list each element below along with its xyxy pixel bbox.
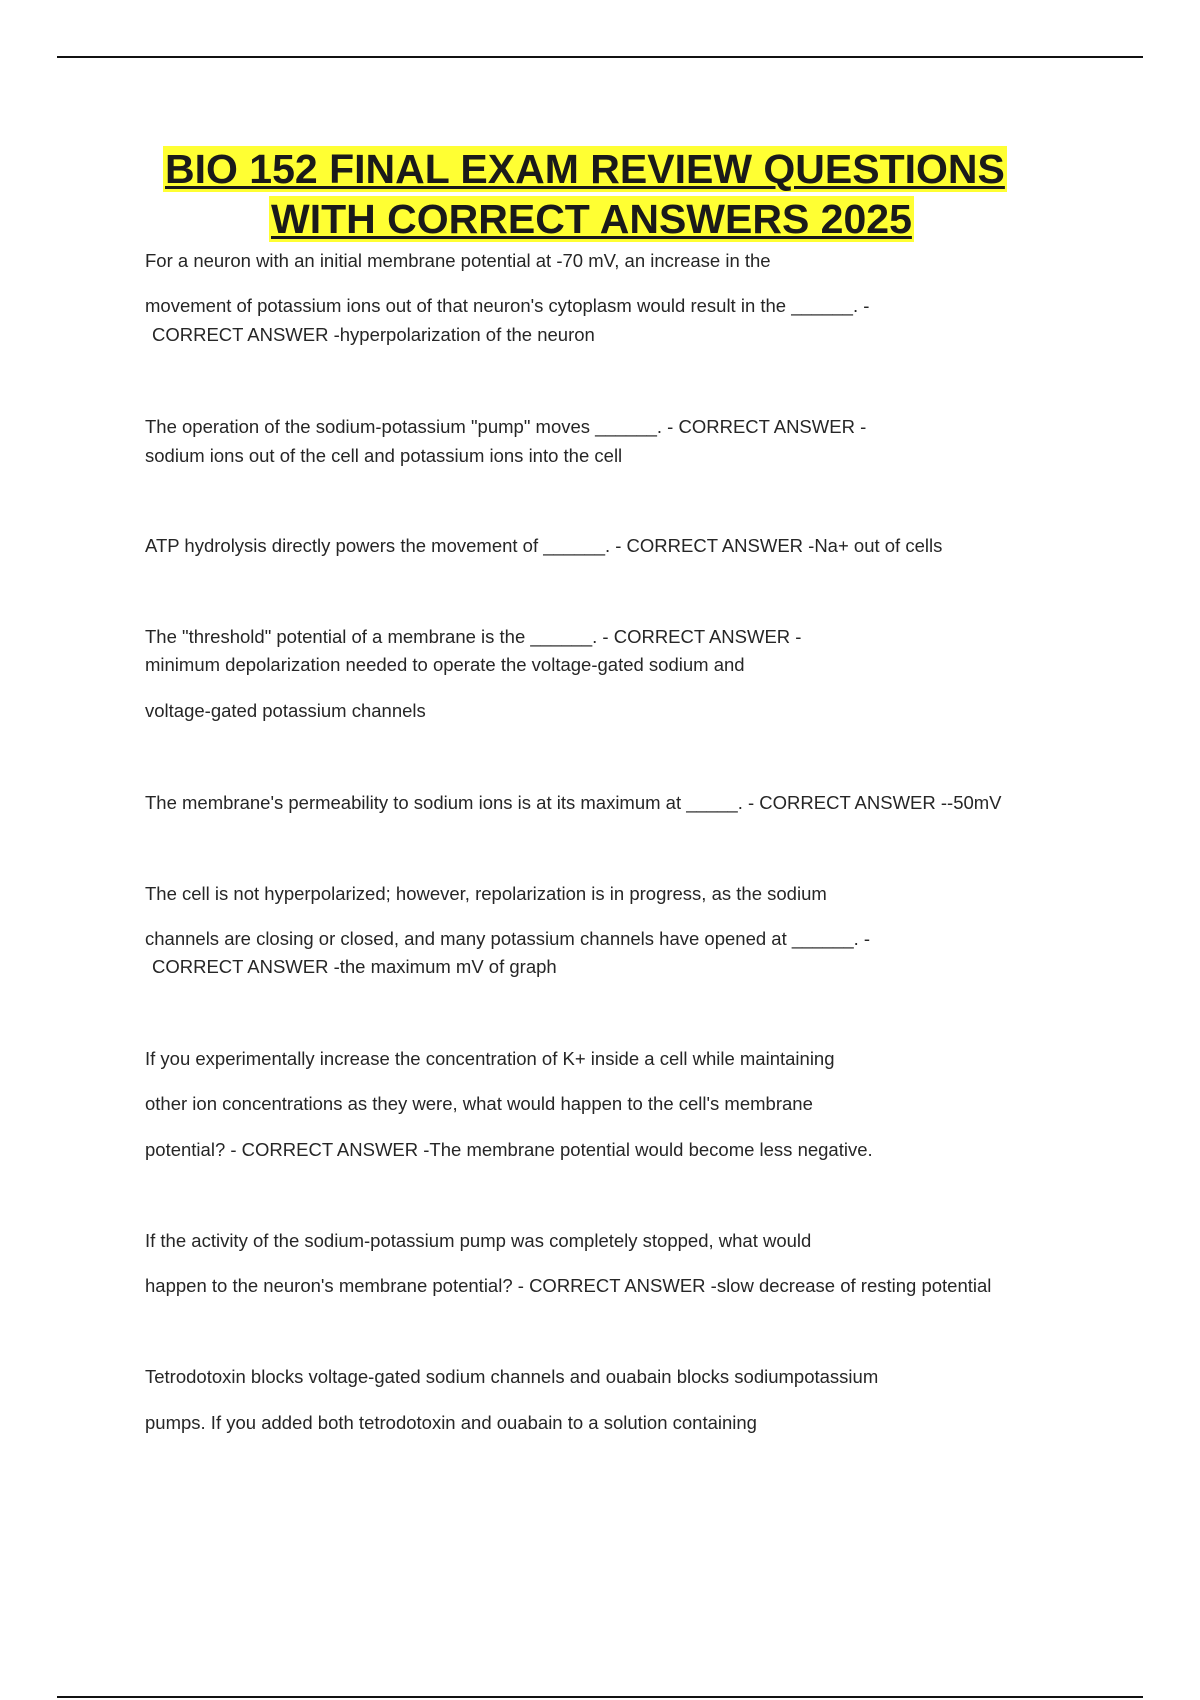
qa-7-line-2: other ion concentrations as they were, what would happen to the cell's membrane [145, 1093, 813, 1114]
bottom-rule [57, 1696, 1143, 1698]
qa-1-answer: CORRECT ANSWER -hyperpolarization of the neuron [152, 324, 595, 345]
qa-5-line-1: The membrane's permeability to sodium ions is at its maximum at _____. - CORRECT ANSWER --50mV [145, 792, 1002, 813]
qa-2-answer: sodium ions out of the cell and potassium ions into the cell [145, 445, 623, 466]
qa-6-line-2: channels are closing or closed, and many potassium channels have opened at ______. - [145, 928, 871, 949]
qa-7-line-3: potential? - CORRECT ANSWER -The membrane potential would become less negative. [145, 1139, 873, 1160]
title-line-1 [163, 144, 1123, 194]
top-rule [57, 56, 1143, 58]
document-title [163, 144, 1123, 244]
title-line-2 [163, 194, 1123, 244]
title-line-2-text: WITH CORRECT ANSWERS 2025 [271, 196, 912, 242]
qa-6-line-1: The cell is not hyperpolarized; however, repolarization is in progress, as the sodium [145, 883, 827, 904]
qa-8-line-1: If the activity of the sodium-potassium pump was completely stopped, what would [145, 1230, 812, 1251]
qa-8-line-2: happen to the neuron's membrane potential? - CORRECT ANSWER -slow decrease of resting potential [145, 1275, 992, 1296]
qa-9-line-2: pumps. If you added both tetrodotoxin and ouabain to a solution containing [145, 1412, 757, 1433]
qa-6-answer: CORRECT ANSWER -the maximum mV of graph [152, 956, 557, 977]
title-line-1-text: BIO 152 FINAL EXAM REVIEW QUESTIONS [165, 146, 1005, 192]
qa-4-answer-1: minimum depolarization needed to operate the voltage-gated sodium and [145, 654, 745, 675]
qa-1-line-1: For a neuron with an initial membrane potential at -70 mV, an increase in the [145, 250, 771, 271]
title-highlight-1 [163, 146, 1007, 192]
qa-4-line-1: The "threshold" potential of a membrane is the ______. - CORRECT ANSWER - [145, 626, 802, 647]
qa-1-line-2: movement of potassium ions out of that neuron's cytoplasm would result in the ______. - [145, 295, 870, 316]
qa-3-line-1: ATP hydrolysis directly powers the movement of ______. - CORRECT ANSWER -Na+ out of cells [145, 535, 943, 556]
qa-2-line-1: The operation of the sodium-potassium "pump" moves ______. - CORRECT ANSWER - [145, 416, 867, 437]
qa-7-line-1: If you experimentally increase the concentration of K+ inside a cell while maintaining [145, 1048, 835, 1069]
qa-9-line-1: Tetrodotoxin blocks voltage-gated sodium channels and ouabain blocks sodiumpotassium [145, 1366, 879, 1387]
qa-4-answer-2: voltage-gated potassium channels [145, 700, 426, 721]
